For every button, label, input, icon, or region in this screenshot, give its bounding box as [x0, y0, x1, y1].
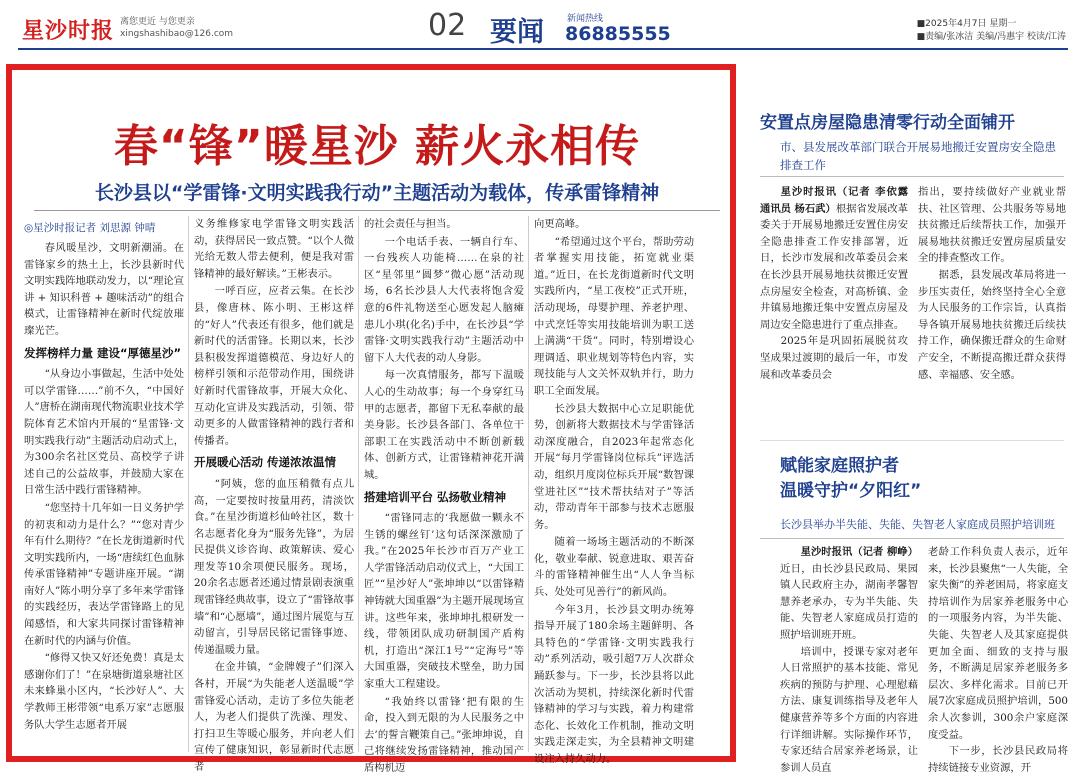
- article-column-1: [24, 240, 184, 756]
- section-heading: 开展暖心活动 传递浓浓温情: [194, 455, 337, 470]
- slogan: [120, 16, 233, 40]
- paragraph: 据悉，县发展改革局将进一步压实责任，始终坚持全心全意为人民服务的工作宗旨，认真指导各镇开展易地扶贫搬迁后续扶持工作，确保搬迁群众的生命财产安全，不断提高搬迁群众获得感、幸福感、安全感。: [918, 268, 1066, 381]
- paragraph: 在金井镇，“金牌嫂子”们深入各村，开展“为失能老人送温暖”学雷锋爱心活动，走访了多位失能老人，为老人们提供了洗澡、理发、打扫卫生等暖心服务，并向老人们宣传了健康知识，彰显新时代志愿者: [194, 661, 354, 773]
- paragraph: [760, 184, 908, 333]
- paragraph: 向更高峰。: [534, 218, 586, 230]
- paragraph: [780, 544, 918, 644]
- side-article-1-subtitle: 市、县发展改革部门联合开展易地搬迁安置房安全隐患排查工作: [780, 140, 1056, 172]
- editor-credits: ■责编/张冰洁 美编/冯惠宇 校读/江涛: [916, 32, 1066, 42]
- hotline-number: 86885555: [565, 23, 671, 45]
- newspaper-logo: 星沙时报: [22, 19, 115, 44]
- paragraph: 每一次真情服务，都写下温暖人心的生动故事；每一个身穿红马甲的志愿者，都留下无私奉献的最美身影。长沙县各部门、各单位干部职工在实践活动中不断创新载体、创新方式，让雷锋精神花开满城。: [364, 369, 524, 481]
- paragraph: 2025年是巩固拓展脱贫攻坚成果过渡期的最后一年，市发展和改革委员会: [760, 335, 908, 381]
- column-divider: [188, 216, 189, 752]
- article-column-2: [194, 216, 354, 773]
- paragraph: 随着一场场主题活动的不断深化，敬业奉献、锐意进取、艰苦奋斗的雷锋精神催生出“人人争当标兵、处处可见善行”的新风尚。: [534, 536, 694, 599]
- column-divider: [528, 216, 529, 752]
- article-lead: 星沙时报讯（记者 柳峥）: [800, 546, 918, 558]
- section-title: 要闻: [490, 17, 544, 48]
- dateline: [917, 18, 1066, 44]
- article-column-4: [534, 216, 694, 765]
- masthead: [0, 0, 1080, 52]
- page-number: 02: [428, 8, 467, 43]
- paragraph: “希望通过这个平台，帮助劳动者掌握实用技能，拓宽就业渠道。”近日，在长龙街道新时代文明实践所内，“星工夜校”正式开班，活动现场，母婴护理、养老护理、中式烹饪等实用技能培训为职工送上满满“干货”。同时，特别增设心理调适、职业规划等特色内容，实现技能与人文关怀双轨并行，助力职工全面发展。: [534, 235, 694, 397]
- paragraph: 指出，要持续做好产业就业帮扶、社区管理、公共服务等易地扶贫搬迁后续帮扶工作，加强开展易地扶贫搬迁安置房屋质量安全的排查整改工作。: [918, 186, 1066, 265]
- title-line: 温暖守护“夕阳红”: [780, 481, 922, 501]
- article-headline: 春“锋”暖星沙 薪火永相传: [113, 121, 641, 172]
- title-line: 赋能家庭照护者: [780, 456, 899, 476]
- side-article-1-column-1: [760, 184, 908, 474]
- header-divider: [18, 48, 1068, 50]
- column-divider: [358, 216, 359, 752]
- section-heading: 搭建培训平台 弘扬敬业精神: [364, 489, 507, 504]
- side-article-1-title: 安置点房屋隐患清零行动全面铺开: [760, 113, 1015, 133]
- side-article-2-column-2: [928, 544, 1068, 774]
- paragraph: 春风暖星沙，文明新潮涌。在雷锋家乡的热土上，长沙县新时代文明实践阵地联动发力，以“理论宣讲 + 知识科普 + 趣味活动”的组合模式，让雷锋精神在新时代绽放璀璨光芒。: [24, 242, 184, 337]
- contact-email: xingshashibao@126.com: [120, 29, 234, 39]
- paragraph: 一呼百应，应者云集。在长沙县，像唐林、陈小明、王彬这样的“好人”代表还有很多，他们就是新时代的活雷锋。长期以来，长沙县积极发挥道德模范、身边好人的榜样引领和示范带动作用，围绕讲好新时代雷锋故事，开展大众化、互动化宣讲及实践活动，引领、带动更多的人做雷锋精神的践行者和传播者。: [194, 285, 354, 447]
- side-divider: [760, 538, 1064, 539]
- side-article-2-column-1: [780, 544, 918, 774]
- side-divider: [760, 440, 1064, 441]
- hotline-label: 新闻热线: [567, 14, 604, 24]
- lead-article: [6, 64, 736, 774]
- paragraph: 一个电话手表、一辆自行车、一台残疾人功能椅……在泉的社区“星邻里”圆梦”微心愿”活动现场，6名长沙县人大代表将饱含爱意的6件礼物送至心愿发起人脑瘫患儿小琪(化名)手中，在长沙县“学雷锋·文明实践我行动”主题活动中留下人大代表的动人身影。: [364, 235, 524, 364]
- side-article-2-subtitle: 长沙县举办半失能、失能、失智老人家庭成员照护培训班: [780, 518, 1055, 531]
- paragraph: “修得又快又好还免费！真是太感谢你们了！”在泉塘街道泉塘社区未来蜂巢小区内，“长沙好人”、大学教师王彬带领“电系万家”志愿服务队大学生志愿者开展: [24, 652, 184, 731]
- side-divider: [760, 176, 1064, 177]
- issue-date: ■2025年4月7日 星期一: [916, 19, 1017, 29]
- article-subhead: 长沙县以“学雷锋·文明实践我行动”主题活动为载体，传承雷锋精神: [94, 182, 660, 204]
- article-column-3: [364, 216, 524, 774]
- subhead-divider: [34, 210, 720, 211]
- article-byline: ◎星沙时报记者 刘思源 钟晴: [24, 222, 156, 234]
- paragraph: “从身边小事做起，生活中处处可以学雷锋……”前不久，“中国好人”唐桥在湖南现代物流职业技术学院体育艺术馆内开展的“星雷锋·文明实践我行动”主题活动启动式上，为300余名社区党员、高校学子讲述自己的公益故事，并鼓励大家在日常生活中践行雷锋精神。: [24, 368, 184, 497]
- side-article-1-column-2: [918, 184, 1066, 474]
- slogan-text: 离您更近 与您更亲: [120, 17, 195, 27]
- paragraph: 老龄工作科负责人表示，近年来，长沙县聚焦“一人失能，全家失衡”的养老困局，将家庭支持培训作为居家养老服务中心的一项服务内容，为半失能、失能、失智老人及其家庭提供更加全面、细致的支持与服务，不断满足居家养老服务多层次、多样化需求。目前已开展7次家庭成员照护培训，500余人次参训，300余户家庭深度受益。: [928, 546, 1068, 741]
- paragraph: “我始终以雷锋‘把有限的生命，投入到无限的为人民服务之中去’的誓言鞭策自己。”张坤坤说，自己将继续发扬雷锋精神，推动国产盾构机迈: [364, 695, 524, 774]
- paragraph: 今年3月，长沙县文明办统筹指导开展了180余场主题鲜明、各具特色的“学雷锋·文明实践我行动”系列活动，吸引超7万人次群众踊跃参与。下一步，长沙县将以此次活动为契机，持续深化新时代雷锋精神的学习与实践，着力构建常态化、长效化工作机制，推动文明实践走深走实，为全县精神文明建设注入持久动力。: [534, 603, 694, 765]
- paragraph: “雷锋同志的‘我愿做一颗永不生锈的螺丝钉’这句话深深激励了我。”在2025年长沙市百万产业工人学雷锋活动启动仪式上，“大国工匠”“星沙好人”张坤坤以“以雷锋精神铸就大国重器”为主题开展现场宣讲。这些年来，张坤坤扎根研发一线，带领团队成功研制国产盾构机，打造出“深江1号”“定海号”等大国重器，突破技术壁垒，助力国家重大工程建设。: [364, 512, 524, 691]
- paragraph: 下一步，长沙县民政局将持续链接专业资源，开: [928, 745, 1068, 774]
- side-article-2-title: [780, 454, 1060, 504]
- paragraph: 义务维修家电学雷锋文明实践活动，获得居民一致点赞。“以个人微光给无数人带去便利，便是我对雷锋精神的最好解读。”王彬表示。: [194, 218, 354, 280]
- section-heading: 发挥榜样力量 建设“厚德星沙”: [24, 345, 182, 360]
- article-lead: 星沙时报讯（记者 李依露 通讯员 杨石武）: [760, 186, 908, 215]
- paragraph: 长沙县大数据中心立足职能优势，创新将大数据技术与学雷锋活动深度融合，自2023年起常态化开展“每月学雷锋岗位标兵”评选活动，组织月度岗位标兵开展“数智课堂进社区”“技术帮扶结对子”等活动，带动青年干部参与技术志愿服务。: [534, 402, 694, 531]
- paragraph: “阿姨，您的血压稍微有点儿高，一定要按时按量用药，清淡饮食。”在星沙街道杉仙岭社区，数十名志愿者化身为“服务先锋”，为居民提供义诊咨询、政策解读、爱心理发等10余项便民服务。现场，20余名志愿者还通过情景剧表演重现雷锋经典故事，设立了“雷锋故事墙”和“心愿墙”，通过图片展览与互动留言，引导居民铭记雷锋事迹、传递温暖力量。: [194, 477, 354, 656]
- paragraph: “您坚持十几年如一日义务护学的初衷和动力是什么？”“您对青少年有什么期待？”在长龙街道新时代文明实践所内，一场“唐续红色血脉 传承雷锋精神”专题讲座开展。“湖南好人”陈小明分享了多年来学雷锋的实践经历，表达学雷锋路上的见闻感悟，和大家共同探讨雷锋精神在新时代的内涵与价值。: [24, 501, 184, 647]
- paragraph: 培训中，授课专家对老年人日常照护的基本技能、常见疾病的预防与护理、心理慰藉方法、康复训练指导及老年人健康营养等多个方面的内容进行详细讲解。实际操作环节，专家还结合居家养老场景，让参训人员直: [780, 645, 918, 774]
- paragraph: 的社会责任与担当。: [364, 218, 457, 230]
- paragraph-text: 根据省发展改革委关于开展易地搬迁安置住房安全隐患排查工作安排部署，近日，长沙市发展和改革委员会来在长沙县开展易地扶贫搬迁安置点房屋安全检查，对高桥镇、金井镇易地搬迁集中安置点房屋及周边安全隐患进行了重点排查。: [760, 202, 908, 331]
- paragraph-text: 近日，由长沙县民政局、果园镇人民政府主办，湖南孝馨智慧养老承办，专为半失能、失能、失智老人家庭成员打造的照护培训班开班。: [780, 562, 918, 641]
